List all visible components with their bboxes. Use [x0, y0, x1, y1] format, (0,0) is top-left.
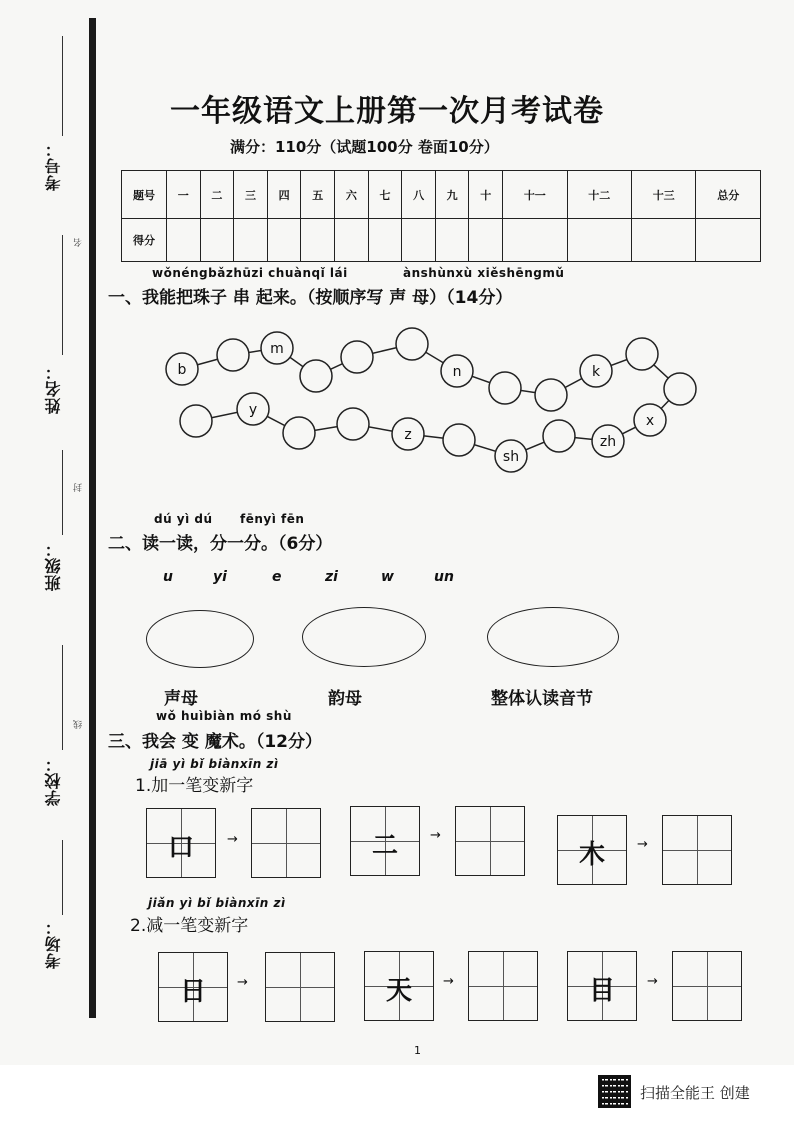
- scanner-watermark: 扫描全能王 创建: [640, 1084, 750, 1102]
- char-grid: [557, 815, 627, 885]
- answer-oval-finals[interactable]: [302, 607, 426, 667]
- section2-pinyin-b: fēnyì fēn: [240, 512, 305, 526]
- source-char: 天: [385, 976, 412, 1006]
- bead-blank[interactable]: [664, 373, 696, 405]
- char-grid: [364, 951, 434, 1021]
- name-label: 姓名：: [44, 363, 63, 414]
- bead-blank[interactable]: [300, 360, 332, 392]
- part2-pinyin: jiǎn yì bǐ biànxīn zì: [148, 896, 286, 910]
- source-char: 木: [578, 840, 605, 870]
- column-header: 十二: [567, 171, 631, 219]
- bead-blank[interactable]: [626, 338, 658, 370]
- bead-letter: z: [404, 427, 412, 443]
- column-header: 九: [435, 171, 469, 219]
- bead-blank[interactable]: [337, 408, 369, 440]
- part1-label: 1.加一笔变新字: [135, 776, 254, 796]
- syllable: e: [272, 569, 282, 585]
- syllable: un: [434, 569, 454, 585]
- answer-grid[interactable]: [455, 806, 525, 876]
- bead-blank[interactable]: [543, 420, 575, 452]
- column-header: 八: [402, 171, 436, 219]
- arrow-icon: →: [647, 974, 658, 989]
- section2-pinyin-a: dú yì dú: [154, 512, 213, 526]
- column-header: 五: [301, 171, 335, 219]
- bead-letter: m: [270, 341, 284, 357]
- class-label: 班级：: [44, 540, 63, 591]
- syllable: yi: [213, 569, 227, 585]
- column-header: 二: [200, 171, 234, 219]
- column-header: 三: [234, 171, 268, 219]
- seal-mark: 名: [74, 238, 84, 247]
- school-label: 学校：: [44, 755, 63, 806]
- exam-room-label: 考场：: [44, 918, 63, 969]
- bead-blank[interactable]: [535, 379, 567, 411]
- page-subtitle: 满分：110分（试题100分 卷面10分）: [230, 138, 499, 156]
- bead-blank[interactable]: [341, 341, 373, 373]
- seal-mark: 线: [74, 720, 84, 729]
- category-label: 韵母: [328, 689, 362, 709]
- bead-letter: n: [452, 364, 462, 380]
- bead-letter: x: [645, 413, 655, 429]
- section1-pinyin-a: wǒnéngbǎzhūzi chuànqǐ lái: [152, 266, 348, 280]
- exam-number-label: 考号：: [44, 140, 63, 191]
- answer-grid[interactable]: [662, 815, 732, 885]
- bead-letter: b: [177, 362, 187, 378]
- bead-blank[interactable]: [180, 405, 212, 437]
- row-header: 题号: [122, 171, 167, 219]
- char-grid: [350, 806, 420, 876]
- arrow-icon: →: [237, 975, 248, 990]
- bead-letter: y: [248, 402, 258, 418]
- bead-letter: sh: [502, 449, 520, 465]
- answer-oval-whole-syllables[interactable]: [487, 607, 619, 667]
- arrow-icon: →: [443, 974, 454, 989]
- answer-grid[interactable]: [265, 952, 335, 1022]
- bead-blank[interactable]: [396, 328, 428, 360]
- category-label: 声母: [164, 689, 198, 709]
- source-char: 日: [179, 977, 206, 1007]
- page-title: 一年级语文上册第一次月考试卷: [170, 94, 604, 129]
- source-char: 口: [167, 833, 194, 863]
- section3-heading: 三、我会 变 魔术。（12分）: [108, 732, 322, 752]
- bead-blank[interactable]: [489, 372, 521, 404]
- seal-mark: 封: [74, 483, 84, 492]
- column-header: 四: [267, 171, 301, 219]
- column-header: 十: [469, 171, 503, 219]
- part1-pinyin: jiā yì bǐ biànxīn zì: [150, 757, 279, 771]
- char-grid: [158, 952, 228, 1022]
- syllable: zi: [325, 569, 338, 585]
- section1-pinyin-b: ànshùnxù xiěshēngmǔ: [403, 266, 565, 280]
- bead-letter: zh: [599, 434, 617, 450]
- source-char: 目: [588, 976, 615, 1006]
- column-header: 总分: [696, 171, 761, 219]
- source-char: 二: [371, 831, 398, 861]
- answer-oval-initials[interactable]: [146, 610, 254, 668]
- answer-grid[interactable]: [672, 951, 742, 1021]
- arrow-icon: →: [227, 832, 238, 847]
- syllable: w: [381, 569, 394, 585]
- bead-blank[interactable]: [443, 424, 475, 456]
- bead-blank[interactable]: [283, 417, 315, 449]
- column-header: 十三: [631, 171, 695, 219]
- section1-heading: 一、我能把珠子 串 起来。（按顺序写 声 母）（14分）: [108, 288, 513, 308]
- syllable: u: [163, 569, 173, 585]
- section2-heading: 二、读一读，分一分。（6分）: [108, 534, 333, 554]
- char-grid: [146, 808, 216, 878]
- section3-pinyin: wǒ huìbiàn mó shù: [156, 709, 292, 723]
- arrow-icon: →: [637, 837, 648, 852]
- qr-code-icon: [598, 1075, 631, 1108]
- answer-grid[interactable]: [251, 808, 321, 878]
- arrow-icon: →: [430, 828, 441, 843]
- column-header: 七: [368, 171, 402, 219]
- answer-grid[interactable]: [468, 951, 538, 1021]
- column-header: 十一: [503, 171, 567, 219]
- char-grid: [567, 951, 637, 1021]
- row-header: 得分: [122, 219, 167, 262]
- bead-letter: k: [591, 364, 601, 380]
- part2-label: 2.减一笔变新字: [130, 916, 249, 936]
- page-number: 1: [414, 1044, 421, 1057]
- category-label: 整体认读音节: [491, 689, 593, 709]
- bead-blank[interactable]: [217, 339, 249, 371]
- column-header: 六: [335, 171, 369, 219]
- column-header: 一: [167, 171, 201, 219]
